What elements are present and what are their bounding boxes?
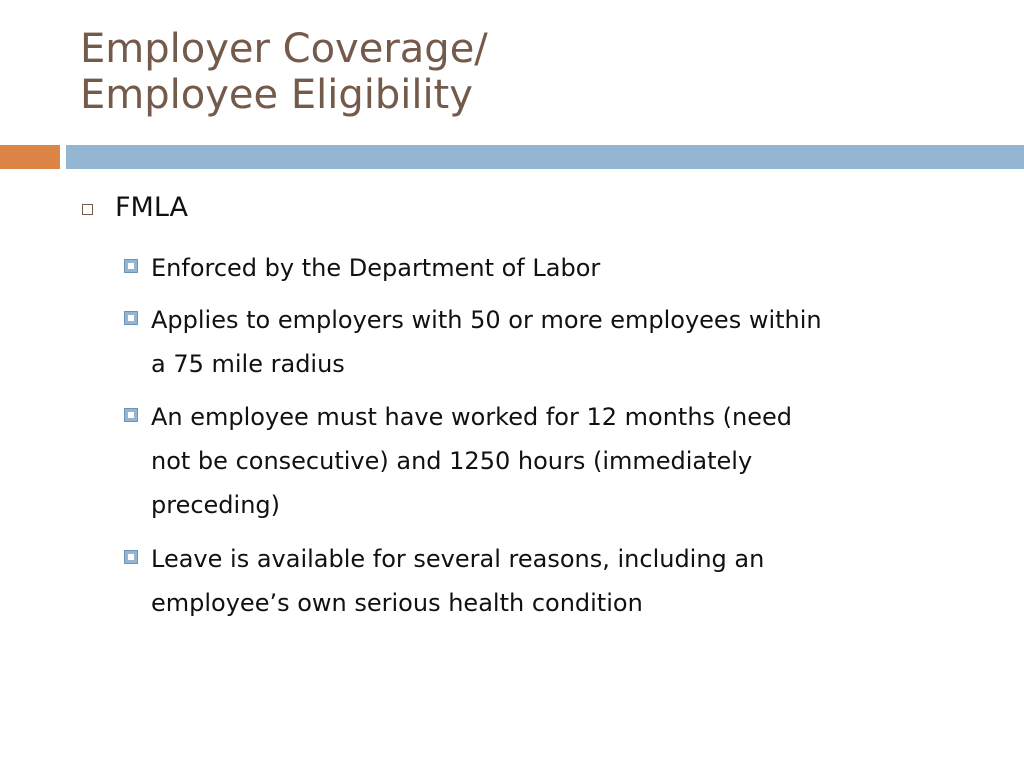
orange-accent-bar <box>0 145 60 169</box>
bullet-label: FMLA <box>115 192 188 223</box>
text-line: a 75 mile radius <box>151 350 345 378</box>
text-line: Applies to employers with 50 or more employees within <box>151 306 822 334</box>
title-line-1: Employer Coverage/ <box>80 26 488 72</box>
title-line-2: Employee Eligibility <box>80 72 473 118</box>
text-line: not be consecutive) and 1250 hours (immediately <box>151 447 753 475</box>
sub-bullet-text <box>151 246 974 290</box>
filled-square-bullet-icon <box>124 259 138 273</box>
text-line: Enforced by the Department of Labor <box>151 254 601 282</box>
slide-title <box>80 26 980 118</box>
sub-bullet-text <box>151 395 974 527</box>
filled-square-bullet-icon <box>124 550 138 564</box>
filled-square-bullet-icon <box>124 408 138 422</box>
sub-bullet-text <box>151 298 974 386</box>
text-line: An employee must have worked for 12 months (need <box>151 403 793 431</box>
text-line: preceding) <box>151 491 281 519</box>
blue-divider-bar <box>66 145 1024 169</box>
filled-square-bullet-icon <box>124 311 138 325</box>
text-line: employee’s own serious health condition <box>151 589 643 617</box>
hollow-square-bullet-icon <box>82 204 93 215</box>
sub-bullet-text <box>151 537 974 625</box>
text-line: Leave is available for several reasons, including an <box>151 545 765 573</box>
